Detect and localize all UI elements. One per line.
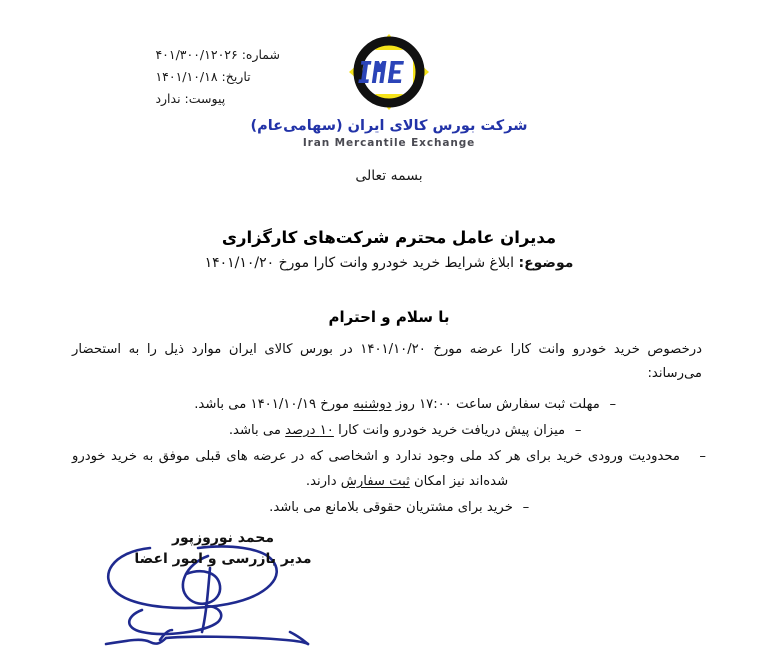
point-text-line2-after: دارند. [305,474,341,489]
invocation-text: بسمه تعالی [355,168,423,184]
intro-paragraph: درخصوص خرید خودرو وانت کارا عرضه مورخ ۱۴۰۱/۱۰/۲۰ در بورس کالای ایران موارد ذیل را به استحضار می‌رساند: [72,342,702,381]
document-number: شماره: ۴۰۱/۳۰۰/۱۲۰۲۶ [155,47,280,62]
point-text-line1: محدودیت ورودی خرید برای هر کد ملی وجود ندارد و اشخاصی که در عرضه های قبلی موفق به خرید خودرو [72,449,680,464]
document-attachment: پیوست: ندارد [155,91,226,106]
document-date: تاریخ: ۱۴۰۱/۱۰/۱۸ [155,69,251,84]
list-item [72,392,706,417]
points-list [72,392,706,520]
bullet-marker: – [699,449,706,464]
point-text-after: مورخ ۱۴۰۱/۱۰/۱۹ می باشد. [194,397,354,412]
signature-block [108,528,338,569]
bullet-marker: – [574,423,582,438]
point-text-after: می باشد. [228,423,286,438]
salutation-text: با سلام و احترام [328,308,450,326]
letter-body [72,338,706,521]
list-item [72,495,706,520]
point-text-before: مهلت ثبت سفارش ساعت ۱۷:۰۰ روز [391,397,600,412]
bullet-marker: – [609,397,617,412]
company-name-fa: شرکت بورس کالای ایران (سهامی‌عام) [250,118,528,134]
subject-label: موضوع: [518,255,574,271]
point-text-before: میزان پیش دریافت خرید خودرو وانت کارا [333,423,566,438]
addressee-line: مدیران عامل محترم شرکت‌های کارگزاری [221,228,557,247]
point-underlined-percent: ۱۰ درصد [285,423,334,438]
point-underlined-order: ثبت سفارش [340,474,410,489]
subject-text: ابلاغ شرایط خرید خودرو وانت کارا مورخ ۱۴۰۱/۱۰/۲۰ [204,255,515,271]
company-name-en: Iran Mercantile Exchange [302,137,476,149]
list-item [72,444,706,494]
list-item [72,418,706,443]
point-underlined-day: دوشنبه [353,397,392,412]
letterhead-logo-block [0,32,778,149]
subject-line [0,255,778,271]
point-text: خرید برای مشتریان حقوقی بلامانع می باشد. [269,500,513,515]
bullet-marker: – [522,500,530,515]
signatory-title: مدیر بازرسی و امور اعضا [134,551,312,567]
signatory-name: محمد نوروزپور [171,530,275,546]
ime-logo-icon [343,32,435,112]
point-text-line2-before: شده‌اند نیز امکان [409,474,509,489]
